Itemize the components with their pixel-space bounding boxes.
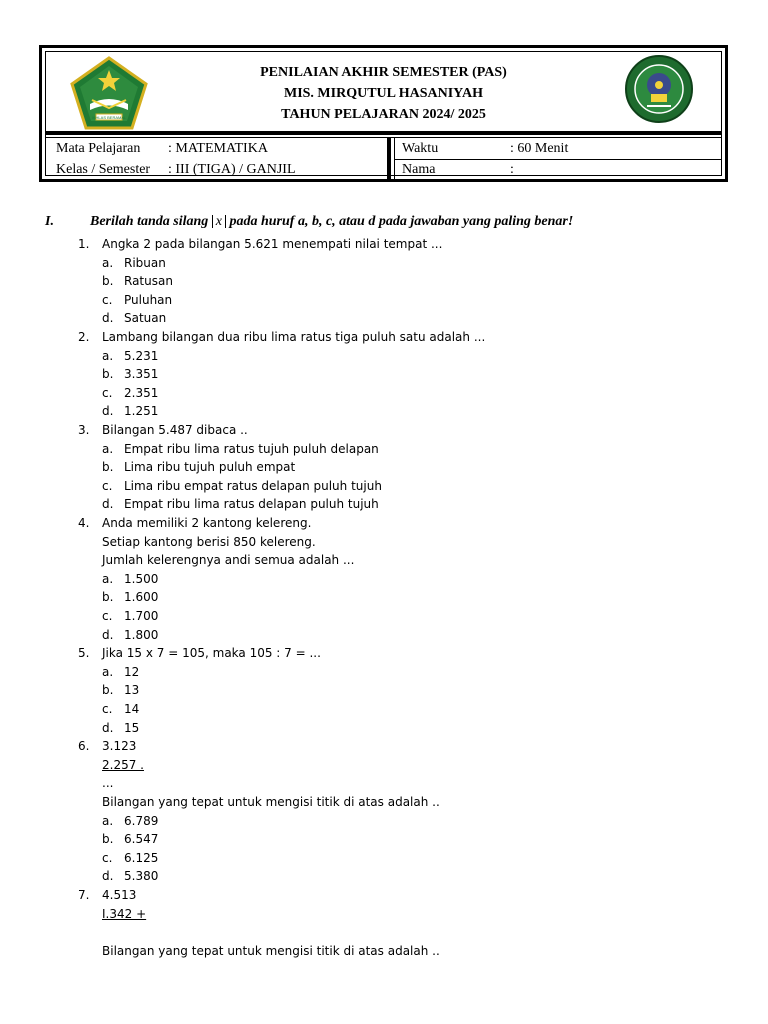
subject-label: Mata Pelajaran xyxy=(56,141,141,156)
option-letter: d. xyxy=(102,869,114,884)
instruction-before: Berilah tanda silang xyxy=(90,214,209,229)
option-letter: c. xyxy=(102,609,113,623)
instruction-after: pada huruf a, b, c, atau d pada jawaban yang paling benar! xyxy=(229,214,574,229)
option-letter: b. xyxy=(102,274,114,289)
option-letter: d. xyxy=(102,720,114,735)
name-value: : xyxy=(510,162,514,177)
question-text: ... xyxy=(102,776,114,791)
exam-title xyxy=(46,62,721,125)
question-number: 7. xyxy=(78,888,90,902)
question-number: 6. xyxy=(78,739,90,754)
option-letter: c. xyxy=(102,850,113,865)
question-text: Bilangan 5.487 dibaca .. xyxy=(102,423,248,437)
exam-info-table xyxy=(46,138,721,182)
option-text: 1.251 xyxy=(124,404,159,419)
section-instruction xyxy=(90,214,573,230)
option-text: 3.351 xyxy=(124,367,159,382)
info-row-class xyxy=(46,159,721,180)
option-text: 5.231 xyxy=(124,348,159,363)
question-text: I.342 + xyxy=(102,906,147,921)
exam-header-inner xyxy=(45,51,722,176)
option-letter: d. xyxy=(102,404,114,419)
option-text: 1.500 xyxy=(124,571,159,586)
exam-title-line1: PENILAIAN AKHIR SEMESTER (PAS) xyxy=(260,65,507,80)
option-letter: a. xyxy=(102,813,114,828)
option-letter: a. xyxy=(102,255,114,270)
name-label: Nama xyxy=(402,162,436,177)
question-text: Angka 2 pada bilangan 5.621 menempati nilai tempat ... xyxy=(102,237,443,251)
option-letter: a. xyxy=(102,664,114,679)
class-label: Kelas / Semester xyxy=(56,162,151,177)
cross-mark-symbol: x xyxy=(212,215,226,228)
question-number: 3. xyxy=(78,423,90,437)
option-text: Ratusan xyxy=(124,274,173,289)
option-text: 1.800 xyxy=(124,627,159,642)
option-letter: d. xyxy=(102,627,114,642)
question-text: Lambang bilangan dua ribu lima ratus tiga puluh satu adalah ... xyxy=(102,330,486,344)
option-letter: b. xyxy=(102,832,114,847)
left-logo-text: IKHLAS BERAMAL xyxy=(91,115,127,120)
option-letter: b. xyxy=(102,367,114,382)
option-text: 1.700 xyxy=(124,609,159,623)
subject-value: : MATEMATIKA xyxy=(168,141,268,156)
question-text: Jika 15 x 7 = 105, maka 105 : 7 = ... xyxy=(102,646,321,661)
option-text: 6.547 xyxy=(124,832,159,847)
option-letter: d. xyxy=(102,311,114,326)
class-value: : III (TIGA) / GANJIL xyxy=(168,162,296,177)
question-text: Jumlah kelerengnya andi semua adalah ... xyxy=(102,553,355,568)
question-number: 2. xyxy=(78,330,90,344)
option-text: 6.789 xyxy=(124,813,159,828)
option-text: Lima ribu empat ratus delapan puluh tujuh xyxy=(124,478,382,493)
option-text: Empat ribu lima ratus delapan puluh tujuh xyxy=(124,497,379,512)
option-letter: c. xyxy=(102,478,113,493)
question-text: Bilangan yang tepat untuk mengisi titik di atas adalah .. xyxy=(102,795,440,809)
school-name: MIS. MIRQUTUL HASANIYAH xyxy=(283,86,483,101)
question-number: 4. xyxy=(78,516,90,530)
question-text: Setiap kantong berisi 850 kelereng. xyxy=(102,534,316,549)
question-text: 2.257 . xyxy=(102,757,144,772)
option-text: Satuan xyxy=(124,311,167,326)
option-letter: b. xyxy=(102,590,114,605)
option-text: 2.351 xyxy=(124,385,159,400)
question-text: Anda memiliki 2 kantong kelereng. xyxy=(102,516,312,530)
option-letter: b. xyxy=(102,683,114,698)
time-value: : 60 Menit xyxy=(510,141,569,156)
question-text: Bilangan yang tepat untuk mengisi titik di atas adalah .. xyxy=(102,943,440,958)
option-text: Lima ribu tujuh puluh empat xyxy=(124,460,296,475)
option-text: 13 xyxy=(124,683,140,698)
option-text: Empat ribu lima ratus tujuh puluh delapan xyxy=(124,441,379,456)
option-letter: b. xyxy=(102,460,114,475)
option-text: Puluhan xyxy=(124,292,173,307)
question-text: 4.513 xyxy=(102,888,137,902)
time-label: Waktu xyxy=(402,141,439,156)
academic-year: TAHUN PELAJARAN 2024/ 2025 xyxy=(281,107,486,122)
option-letter: c. xyxy=(102,292,113,307)
option-letter: a. xyxy=(102,441,114,456)
info-row-subject xyxy=(46,138,721,159)
header-divider xyxy=(46,131,721,135)
option-text: 15 xyxy=(124,720,140,735)
question-number: 5. xyxy=(78,646,90,661)
option-text: Ribuan xyxy=(124,255,166,270)
option-text: 5.380 xyxy=(124,869,159,884)
question-text: 3.123 xyxy=(102,739,137,754)
option-letter: c. xyxy=(102,385,113,400)
option-text: 14 xyxy=(124,702,140,716)
option-text: 1.600 xyxy=(124,590,159,605)
option-letter: d. xyxy=(102,497,114,512)
option-letter: a. xyxy=(102,571,114,586)
option-letter: a. xyxy=(102,348,114,363)
section-number: I. xyxy=(45,214,54,229)
option-letter: c. xyxy=(102,702,113,716)
option-text: 6.125 xyxy=(124,850,159,865)
option-text: 12 xyxy=(124,664,140,679)
question-number: 1. xyxy=(78,237,90,251)
exam-header xyxy=(39,45,728,182)
